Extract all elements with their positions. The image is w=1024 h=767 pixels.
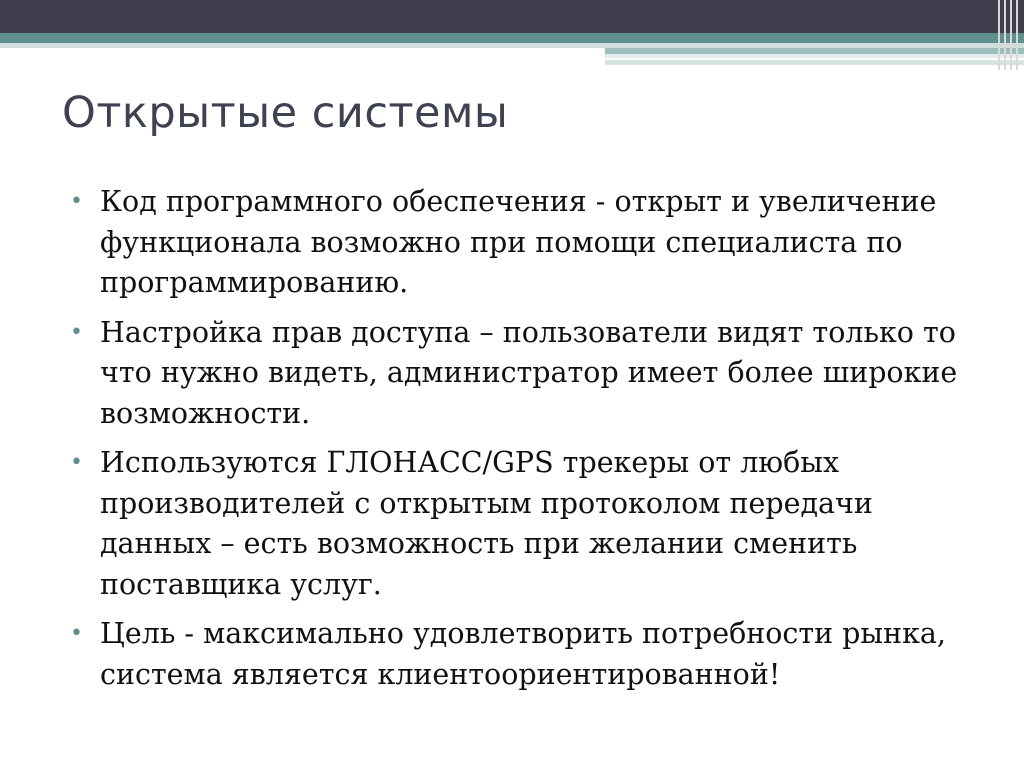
bullet-icon: • [70, 189, 83, 214]
list-item-text: Используются ГЛОНАСС/GPS трекеры от любых производителей с открытым протоколом передачи данных – есть возможность при желании сменить поставщика услуг. [100, 446, 873, 601]
list-item [66, 182, 986, 304]
list-item-text: Код программного обеспечения - открыт и увеличение функционала возможно при помощи специалиста по программированию. [100, 185, 937, 299]
bullet-icon: • [70, 450, 83, 475]
header-band-accent-light [605, 54, 1024, 58]
header-band-teal [0, 33, 1024, 43]
list-item [66, 614, 986, 695]
slide-title: Открытые системы [62, 88, 509, 138]
bullet-icon: • [70, 621, 83, 646]
header-band-dark [0, 0, 1024, 33]
header-stripes [990, 0, 1024, 70]
list-item [66, 313, 986, 435]
list-item [66, 443, 986, 605]
list-item-text: Настройка прав доступа – пользователи видят только то что нужно видеть, администратор имеет более широкие возможности. [100, 315, 958, 430]
bullet-icon: • [70, 319, 83, 345]
list-item-text: Цель - максимально удовлетворить потребности рынка, система является клиентоориентированной! [100, 617, 946, 691]
header-band-accent-lower [605, 60, 1024, 65]
bullet-list [66, 182, 986, 704]
